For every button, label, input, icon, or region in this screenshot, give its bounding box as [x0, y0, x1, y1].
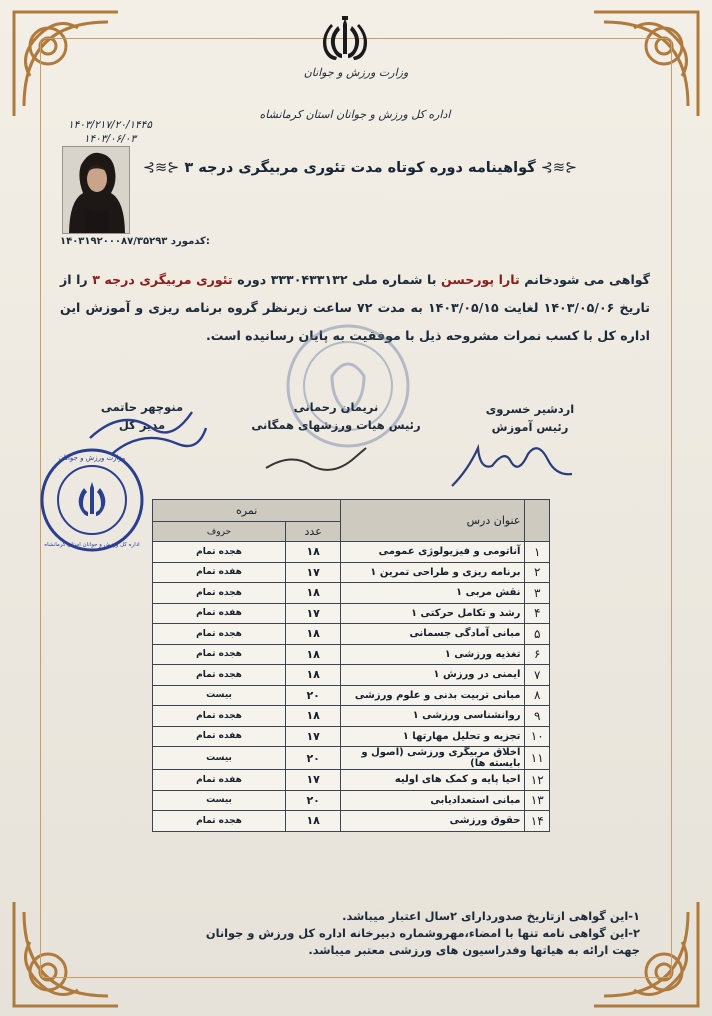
- office-name: اداره کل ورزش و جوانان استان کرمانشاه: [259, 108, 451, 121]
- grade-digits: ۱۸: [286, 665, 341, 686]
- footnote: جهت ارائه به هیاتها وفدراسیون های ورزشی معتبر میباشد.: [308, 943, 640, 957]
- holder-photo: [62, 146, 130, 234]
- table-row: [153, 603, 550, 624]
- grade-digits: ۱۷: [286, 562, 341, 583]
- course-title: روانشناسی ورزشی ۱: [341, 706, 525, 727]
- course-title: تغذیه ورزشی ۱: [341, 644, 525, 665]
- row-number: ۲: [525, 562, 550, 583]
- footnote: ۲-این گواهی نامه تنها با امضاء،مهروشماره دبیرخانه اداره کل ورزش و جوانان: [205, 926, 640, 940]
- row-number: ۳: [525, 583, 550, 604]
- course-title: مبانی استعدادیابی: [341, 790, 525, 811]
- holder-name: تارا پورحسن: [441, 272, 520, 287]
- grade-words: هجده تمام: [153, 583, 286, 604]
- grade-words-header: حروف: [153, 522, 286, 542]
- handwritten-signature-icon: [262, 440, 372, 476]
- grade-digits: ۱۸: [286, 624, 341, 645]
- grade-digits: ۱۸: [286, 583, 341, 604]
- grade-words: هفده تمام: [153, 726, 286, 747]
- course-title: مبانی آمادگی جسمانی: [341, 624, 525, 645]
- handwritten-signature-icon: [448, 430, 578, 490]
- signer-role: رئیس هیات ورزشهای همگانی: [251, 418, 421, 432]
- grade-words: هفده تمام: [153, 603, 286, 624]
- corner-ornament-icon: [8, 6, 128, 126]
- footnotes: [80, 908, 640, 959]
- grade-digits: ۱۸: [286, 644, 341, 665]
- grades-table: [152, 499, 550, 832]
- row-number: ۸: [525, 685, 550, 706]
- signer-role: مدیر کل: [118, 418, 166, 432]
- ministry-name: وزارت ورزش و جوانان: [303, 66, 409, 79]
- row-number: ۹: [525, 706, 550, 727]
- grade-digits: ۱۸: [286, 706, 341, 727]
- course-name: تئوری مربیگری درجه ۳: [92, 272, 233, 287]
- grade-digits: ۲۰: [286, 747, 341, 770]
- grade-words: بیست: [153, 685, 286, 706]
- grade-digits: ۱۷: [286, 603, 341, 624]
- row-number: ۱۰: [525, 726, 550, 747]
- row-number: ۱۲: [525, 770, 550, 791]
- grade-digits-header: عدد: [286, 522, 341, 542]
- course-title: ایمنی در ورزش ۱: [341, 665, 525, 686]
- grade-words: هجده تمام: [153, 706, 286, 727]
- reference-number: ۱۴۰۳/۲۱۷/۲۰/۱۴۴۵: [68, 119, 152, 131]
- grade-words: هجده تمام: [153, 624, 286, 645]
- certificate-title-row: [140, 160, 580, 176]
- table-row: [153, 790, 550, 811]
- row-number: ۱۳: [525, 790, 550, 811]
- table-row: [153, 685, 550, 706]
- code-label: کدمورد:: [170, 236, 210, 247]
- course-title: اخلاق مربیگری ورزشی (اصول و بایسته ها): [341, 747, 525, 770]
- body-text-2: با شماره ملی ۳۳۳۰۴۳۳۱۳۲ دوره: [237, 272, 437, 287]
- code-line: [60, 236, 250, 247]
- grade-digits: ۱۷: [286, 770, 341, 791]
- grade-words: بیست: [153, 747, 286, 770]
- title-ornament: ⊰≋⊱: [142, 160, 180, 176]
- table-row: [153, 706, 550, 727]
- date-block: [60, 118, 160, 146]
- signer-name: نریمان رحمانی: [293, 400, 379, 414]
- course-title: آناتومی و فیزیولوژی عمومی: [341, 542, 525, 563]
- code-value: ۱۴۰۳۱۹۲۰۰۰۸۷/۳۵۲۹۳: [60, 236, 168, 247]
- course-title: مبانی تربیت بدنی و علوم ورزشی: [341, 685, 525, 706]
- table-row: [153, 624, 550, 645]
- signer-name: اردشیر خسروی: [485, 402, 575, 416]
- grade-digits: ۱۸: [286, 542, 341, 563]
- grade-digits: ۲۰: [286, 790, 341, 811]
- table-row: [153, 726, 550, 747]
- certificate-title: گواهینامه دوره کوتاه مدت تئوری مربیگری درجه ۳: [184, 160, 536, 176]
- official-stamp-icon: [38, 446, 146, 554]
- footnote: ۱-این گواهی ازتاریخ صدوردارای ۲سال اعتبار میباشد.: [342, 909, 640, 923]
- row-number: ۷: [525, 665, 550, 686]
- body-text-1: گواهی می شودخانم: [524, 272, 650, 287]
- grade-digits: ۱۸: [286, 811, 341, 832]
- row-number: ۱۴: [525, 811, 550, 832]
- table-row: [153, 665, 550, 686]
- stamp-text-bottom: اداره کل ورزش و جوانان استان کرمانشاه: [44, 542, 140, 548]
- signer-name: منوچهر حاتمی: [100, 400, 184, 414]
- grade-digits: ۲۰: [286, 685, 341, 706]
- table-row: [153, 644, 550, 665]
- table-row: [153, 770, 550, 791]
- course-title: رشد و تکامل حرکتی ۱: [341, 603, 525, 624]
- table-row: [153, 583, 550, 604]
- grade-words: هفده تمام: [153, 562, 286, 583]
- table-row: [153, 811, 550, 832]
- grade-words: هجده تمام: [153, 542, 286, 563]
- grade-digits: ۱۷: [286, 726, 341, 747]
- row-number: ۱: [525, 542, 550, 563]
- table-row: [153, 542, 550, 563]
- course-header: عنوان درس: [341, 500, 525, 542]
- course-title: احیا پایه و کمک های اولیه: [341, 770, 525, 791]
- title-ornament: ⊰≋⊱: [540, 160, 578, 176]
- course-title: حقوق ورزشی: [341, 811, 525, 832]
- signer-role: رئیس آموزش: [491, 420, 569, 434]
- body-text-3: را از تاریخ ۱۴۰۳/۰۵/۰۶ لغایت ۱۴۰۳/۰۵/۱۵ به مدت ۷۲ ساعت زیرنظر گروه برنامه ریزی و آموزش این اداره کل با کسب نمرات مشروحه ذیل با موفقیت به پایان رسانیده است.: [60, 272, 651, 343]
- course-title: نقش مربی ۱: [341, 583, 525, 604]
- grade-words: بیست: [153, 790, 286, 811]
- row-number-header: [525, 500, 550, 542]
- issue-date: ۱۴۰۳/۰۶/۰۳: [83, 133, 137, 145]
- row-number: ۱۱: [525, 747, 550, 770]
- table-row: [153, 562, 550, 583]
- grade-header: نمره: [153, 500, 341, 522]
- corner-ornament-icon: [584, 6, 704, 126]
- stamp-text-top: وزارت ورزش و جوانان: [58, 454, 126, 462]
- grade-words: هفده تمام: [153, 770, 286, 791]
- signature-board-head: [246, 398, 426, 434]
- row-number: ۵: [525, 624, 550, 645]
- grade-words: هجده تمام: [153, 665, 286, 686]
- grades-body: [153, 542, 550, 832]
- course-title: برنامه ریزی و طراحی تمرین ۱: [341, 562, 525, 583]
- grade-words: هجده تمام: [153, 644, 286, 665]
- table-row: [153, 747, 550, 770]
- grade-words: هجده تمام: [153, 811, 286, 832]
- row-number: ۴: [525, 603, 550, 624]
- row-number: ۶: [525, 644, 550, 665]
- course-title: تجزیه و تحلیل مهارتها ۱: [341, 726, 525, 747]
- national-emblem-icon: [318, 14, 372, 64]
- portrait-image: [63, 147, 130, 234]
